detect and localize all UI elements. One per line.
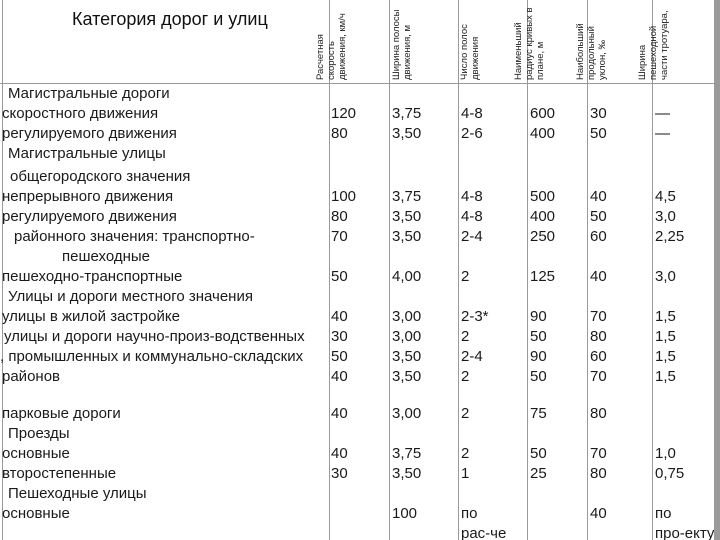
cell-max-grade: 80 [590,465,607,482]
cell-category: Проезды [8,425,70,442]
cell-category: улицы в жилой застройке [2,308,180,325]
cell-lane-count: 2-6 [461,125,483,142]
table-row [0,247,720,267]
cell-max-grade: 80 [590,328,607,345]
header-lane-width: Ширина полосы движения, м [391,9,413,80]
cell-category: Магистральные дороги [8,85,170,102]
cell-speed: 50 [331,348,348,365]
cell-category: районного значения: транспортно- [14,228,255,245]
cell-min-radius: 75 [530,405,547,422]
cell-speed: 40 [331,445,348,462]
cell-max-grade: 50 [590,208,607,225]
cell-max-grade: 40 [590,188,607,205]
cell-sidewalk-width: 1,5 [655,308,676,325]
cell-lane-width: 4,00 [392,268,422,285]
cell-category: районов [2,368,61,385]
header-sidewalk-width: Ширина пешеходной части тротуара, [637,10,670,80]
cell-speed: 70 [331,228,348,245]
cell-category: , промышленных и коммунально-складских [0,348,304,365]
cell-speed: 50 [331,268,348,285]
table-row [0,267,720,287]
cell-min-radius: 25 [530,465,547,482]
table-row [0,124,720,144]
cell-lane-count: 2 [461,368,470,385]
cell-sidewalk-width: по [655,505,672,522]
cell-min-radius: 90 [530,308,547,325]
header-max-grade: Наибольший продольный уклон, ‰ [575,23,608,80]
cell-sidewalk-width: 3,0 [655,268,676,285]
cell-category: Пешеходные улицы [8,485,147,502]
cell-max-grade: 40 [590,268,607,285]
cell-category: общегородского значения [10,168,191,185]
cell-min-radius: 400 [530,125,556,142]
table-row [0,167,720,187]
cell-sidewalk-width: 3,0 [655,208,676,225]
table-row [0,84,720,104]
cell-max-grade: 70 [590,445,607,462]
cell-max-grade: 30 [590,105,607,122]
page-edge [714,0,720,540]
cell-sidewalk-width: про-екту [655,525,715,540]
cell-category: пешеходные [62,248,151,265]
cell-sidewalk-width: 2,25 [655,228,685,245]
cell-min-radius: 50 [530,368,547,385]
cell-min-radius: 50 [530,445,547,462]
cell-sidewalk-width: 1,5 [655,348,676,365]
cell-speed: 30 [331,465,348,482]
cell-speed: 40 [331,368,348,385]
cell-max-grade: 60 [590,348,607,365]
cell-sidewalk-width: 0,75 [655,465,685,482]
cell-lane-count: 2 [461,268,470,285]
cell-min-radius: 50 [530,328,547,345]
header-speed: Расчетная скорость движения, км/ч [315,13,348,80]
cell-lane-width: 100 [392,505,418,522]
table-row [0,504,720,524]
cell-max-grade: 70 [590,308,607,325]
table-row [0,524,720,540]
cell-lane-width: 3,50 [392,125,422,142]
cell-category: регулируемого движения [2,125,177,142]
table-title: Категория дорог и улиц [72,9,268,29]
cell-lane-count: 2 [461,405,470,422]
cell-min-radius: 400 [530,208,556,225]
cell-sidewalk-width: — [655,105,670,122]
table-row [0,207,720,227]
cell-lane-count: 4-8 [461,208,483,225]
cell-lane-width: 3,00 [392,328,422,345]
table-row [0,464,720,484]
cell-sidewalk-width: — [655,125,670,142]
table-row [0,327,720,347]
cell-lane-count: 2-4 [461,348,483,365]
cell-max-grade: 80 [590,405,607,422]
cell-lane-width: 3,50 [392,208,422,225]
table-row [0,404,720,424]
cell-min-radius: 90 [530,348,547,365]
cell-max-grade: 60 [590,228,607,245]
cell-category: парковые дороги [2,405,121,422]
cell-sidewalk-width: 1,0 [655,445,676,462]
table-row [0,144,720,164]
cell-max-grade: 50 [590,125,607,142]
cell-sidewalk-width: 1,5 [655,328,676,345]
table-row [0,307,720,327]
cell-category: пешеходно-транспортные [2,268,183,285]
cell-lane-count: 4-8 [461,105,483,122]
cell-lane-width: 3,75 [392,445,422,462]
cell-min-radius: 500 [530,188,556,205]
table-row [0,287,720,307]
cell-lane-count: 2-3* [461,308,489,325]
cell-lane-count: 1 [461,465,470,482]
cell-category: основные [2,445,70,462]
cell-category: улицы и дороги научно-произ-водственных [4,328,305,345]
table-row [0,227,720,247]
cell-lane-count: 2 [461,328,470,345]
cell-lane-width: 3,50 [392,368,422,385]
table-row [0,484,720,504]
table-row [0,187,720,207]
cell-lane-width: 3,75 [392,105,422,122]
cell-speed: 40 [331,308,348,325]
cell-category: основные [2,505,70,522]
cell-min-radius: 125 [530,268,556,285]
cell-lane-count: по [461,505,478,522]
table-row [0,444,720,464]
cell-lane-width: 3,00 [392,405,422,422]
cell-min-radius: 250 [530,228,556,245]
cell-category: Улицы и дороги местного значения [8,288,253,305]
cell-speed: 120 [331,105,357,122]
header-lane-count: Число полос движения [459,24,481,80]
cell-speed: 40 [331,405,348,422]
cell-lane-width: 3,50 [392,228,422,245]
cell-lane-count: 2-4 [461,228,483,245]
cell-lane-count: 2 [461,445,470,462]
cell-lane-width: 3,75 [392,188,422,205]
cell-category: скоростного движения [2,105,159,122]
cell-lane-count: 4-8 [461,188,483,205]
cell-lane-width: 3,00 [392,308,422,325]
cell-category: второстепенные [2,465,117,482]
cell-category: регулируемого движения [2,208,177,225]
cell-min-radius: 600 [530,105,556,122]
cell-lane-count: рас-че [461,525,507,540]
cell-sidewalk-width: 4,5 [655,188,676,205]
cell-speed: 80 [331,208,348,225]
table-row [0,424,720,444]
cell-max-grade: 40 [590,505,607,522]
table-row [0,367,720,387]
cell-lane-width: 3,50 [392,465,422,482]
cell-max-grade: 70 [590,368,607,385]
cell-sidewalk-width: 1,5 [655,368,676,385]
header-min-radius: Наименьший радиус кривых в плане, м [513,7,546,80]
cell-category: Магистральные улицы [8,145,166,162]
table-row [0,104,720,124]
cell-category: непрерывного движения [2,188,174,205]
cell-speed: 30 [331,328,348,345]
cell-lane-width: 3,50 [392,348,422,365]
cell-speed: 100 [331,188,357,205]
table-row [0,347,720,367]
cell-speed: 80 [331,125,348,142]
